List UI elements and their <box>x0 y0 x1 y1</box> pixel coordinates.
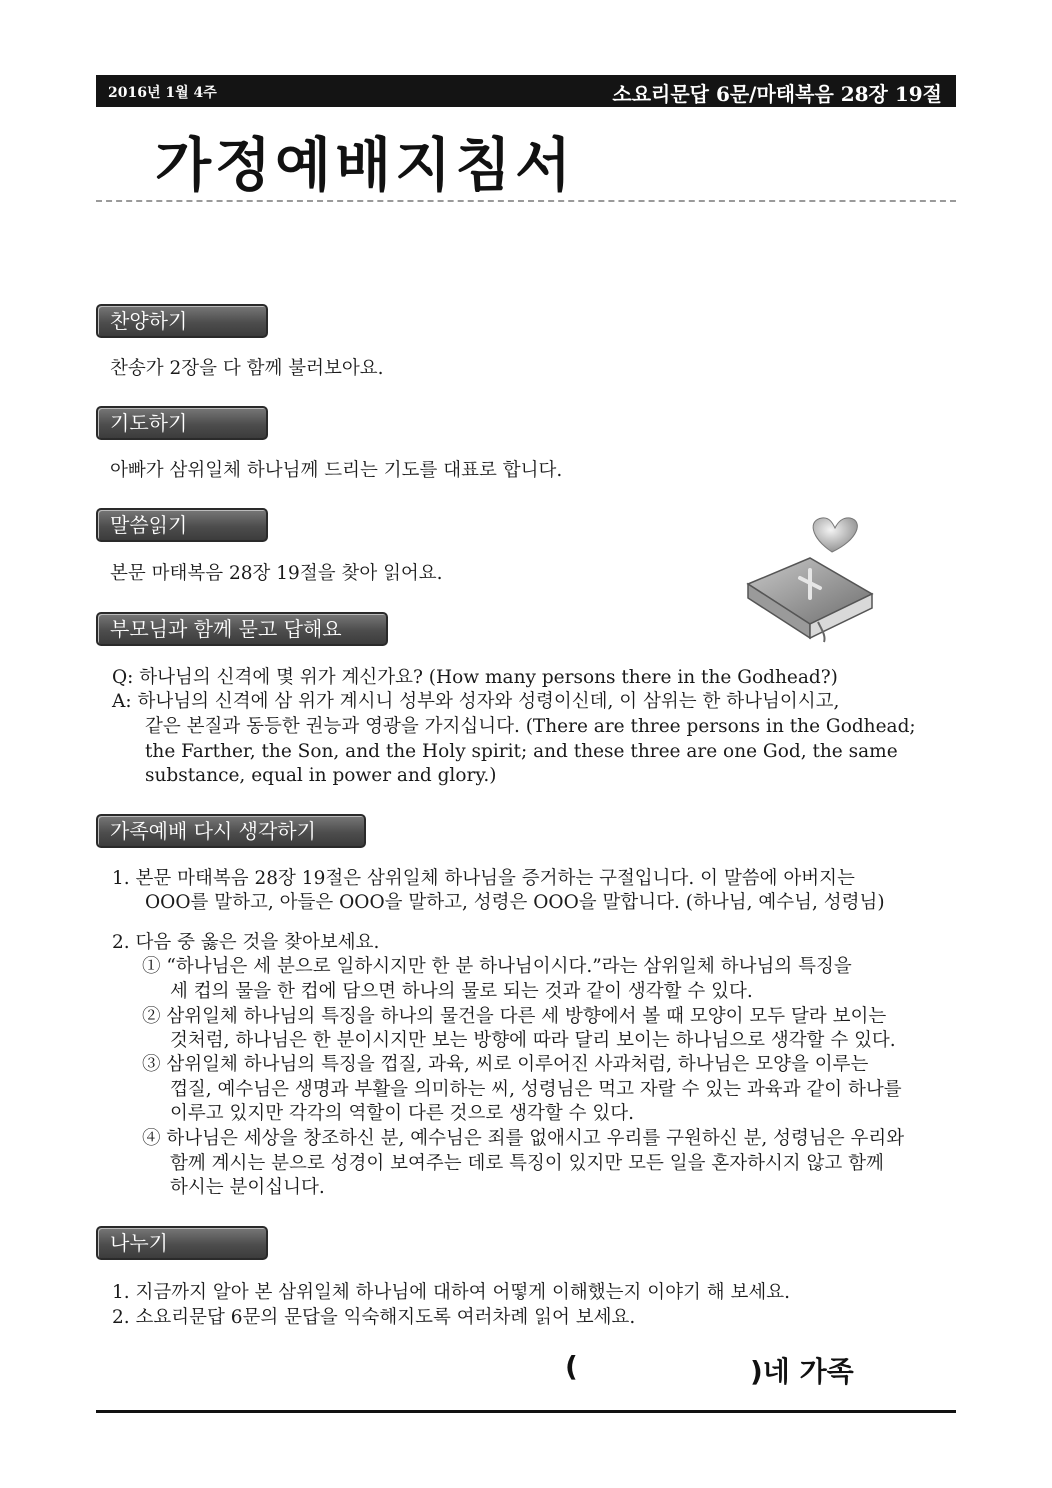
section-heading-reading: 말씀읽기 <box>96 508 268 542</box>
review-line: ② 삼위일체 하나님의 특징을 하나의 물건을 다른 세 방향에서 볼 때 모양이 모두 달라 보이는 <box>142 1006 887 1027</box>
share-line: 1. 지금까지 알아 본 삼위일체 하나님에 대하여 어떻게 이해했는지 이야기 해 보세요. <box>112 1282 790 1303</box>
qa-line: Q: 하나님의 신격에 몇 위가 계신가요? (How many persons there in the Godhead?) <box>112 667 838 688</box>
qa-line: substance, equal in power and glory.) <box>145 765 497 786</box>
review-line: 이루고 있지만 각각의 역할이 다른 것으로 생각할 수 있다. <box>170 1103 634 1124</box>
family-suffix: )네 가족 <box>750 1355 854 1388</box>
review-line: 세 컵의 물을 한 컵에 담으면 하나의 물로 되는 것과 같이 생각할 수 있다. <box>170 981 753 1002</box>
review-line: ④ 하나님은 세상을 창조하신 분, 예수님은 죄를 없애시고 우리를 구원하신 분, 성령님은 우리와 <box>142 1128 905 1149</box>
section-heading-share: 나누기 <box>96 1226 268 1260</box>
qa-line: the Farther, the Son, and the Holy spirit; and these three are one God, the same <box>145 741 898 762</box>
share-line: 2. 소요리문답 6문의 문답을 익숙해지도록 여러차례 읽어 보세요. <box>112 1307 636 1328</box>
page-title: 가정예배지침서 <box>155 131 576 199</box>
header-bar <box>96 75 956 107</box>
review-line: 1. 본문 마태복음 28장 19절은 삼위일체 하나님을 증거하는 구절입니다. 이 말씀에 아버지는 <box>112 868 855 889</box>
review-line: 껍질, 예수님은 생명과 부활을 의미하는 씨, 성령님은 먹고 자랄 수 있는 과육과 같이 하나를 <box>170 1079 902 1100</box>
bible-with-heart-icon <box>740 512 880 647</box>
section-heading-praise: 찬양하기 <box>96 304 268 338</box>
section-heading-review: 가족예배 다시 생각하기 <box>96 814 366 848</box>
issue-date: 2016년 1월 4주 <box>108 85 217 101</box>
prayer-text: 아빠가 삼위일체 하나님께 드리는 기도를 대표로 합니다. <box>110 460 563 481</box>
scripture-reference: 소요리문답 6문/마태복음 28장 19절 <box>612 82 942 106</box>
family-open-paren: ( <box>565 1350 578 1383</box>
title-divider <box>96 200 956 202</box>
qa-line: A: 하나님의 신격에 삼 위가 계시니 성부와 성자와 성령이신데, 이 삼위는 한 하나님이시고, <box>112 691 840 712</box>
review-line: 것처럼, 하나님은 한 분이시지만 보는 방향에 따라 달리 보이는 하나님으로 생각할 수 있다. <box>170 1030 896 1051</box>
review-line: 하시는 분이십니다. <box>170 1177 325 1198</box>
section-heading-qa: 부모님과 함께 묻고 답해요 <box>96 612 388 646</box>
review-line: ③ 삼위일체 하나님의 특징을 껍질, 과육, 씨로 이루어진 사과처럼, 하나님은 모양을 이루는 <box>142 1054 869 1075</box>
qa-line: 같은 본질과 동등한 권능과 영광을 가지십니다. (There are three persons in the Godhead; <box>145 716 916 737</box>
review-line: 2. 다음 중 옳은 것을 찾아보세요. <box>112 932 380 953</box>
review-line: ① “하나님은 세 분으로 일하시지만 한 분 하나님이시다.”라는 삼위일체 하나님의 특징을 <box>142 956 852 977</box>
review-line: 함께 계시는 분으로 성경이 보여주는 데로 특징이 있지만 모든 일을 혼자하시지 않고 함께 <box>170 1153 884 1174</box>
section-heading-prayer: 기도하기 <box>96 406 268 440</box>
praise-text: 찬송가 2장을 다 함께 불러보아요. <box>110 358 384 379</box>
bottom-rule <box>96 1410 956 1413</box>
reading-text: 본문 마태복음 28장 19절을 찾아 읽어요. <box>110 563 443 584</box>
review-line: OOO를 말하고, 아들은 OOO을 말하고, 성령은 OOO을 말합니다. (하나님, 예수님, 성령님) <box>145 892 885 913</box>
